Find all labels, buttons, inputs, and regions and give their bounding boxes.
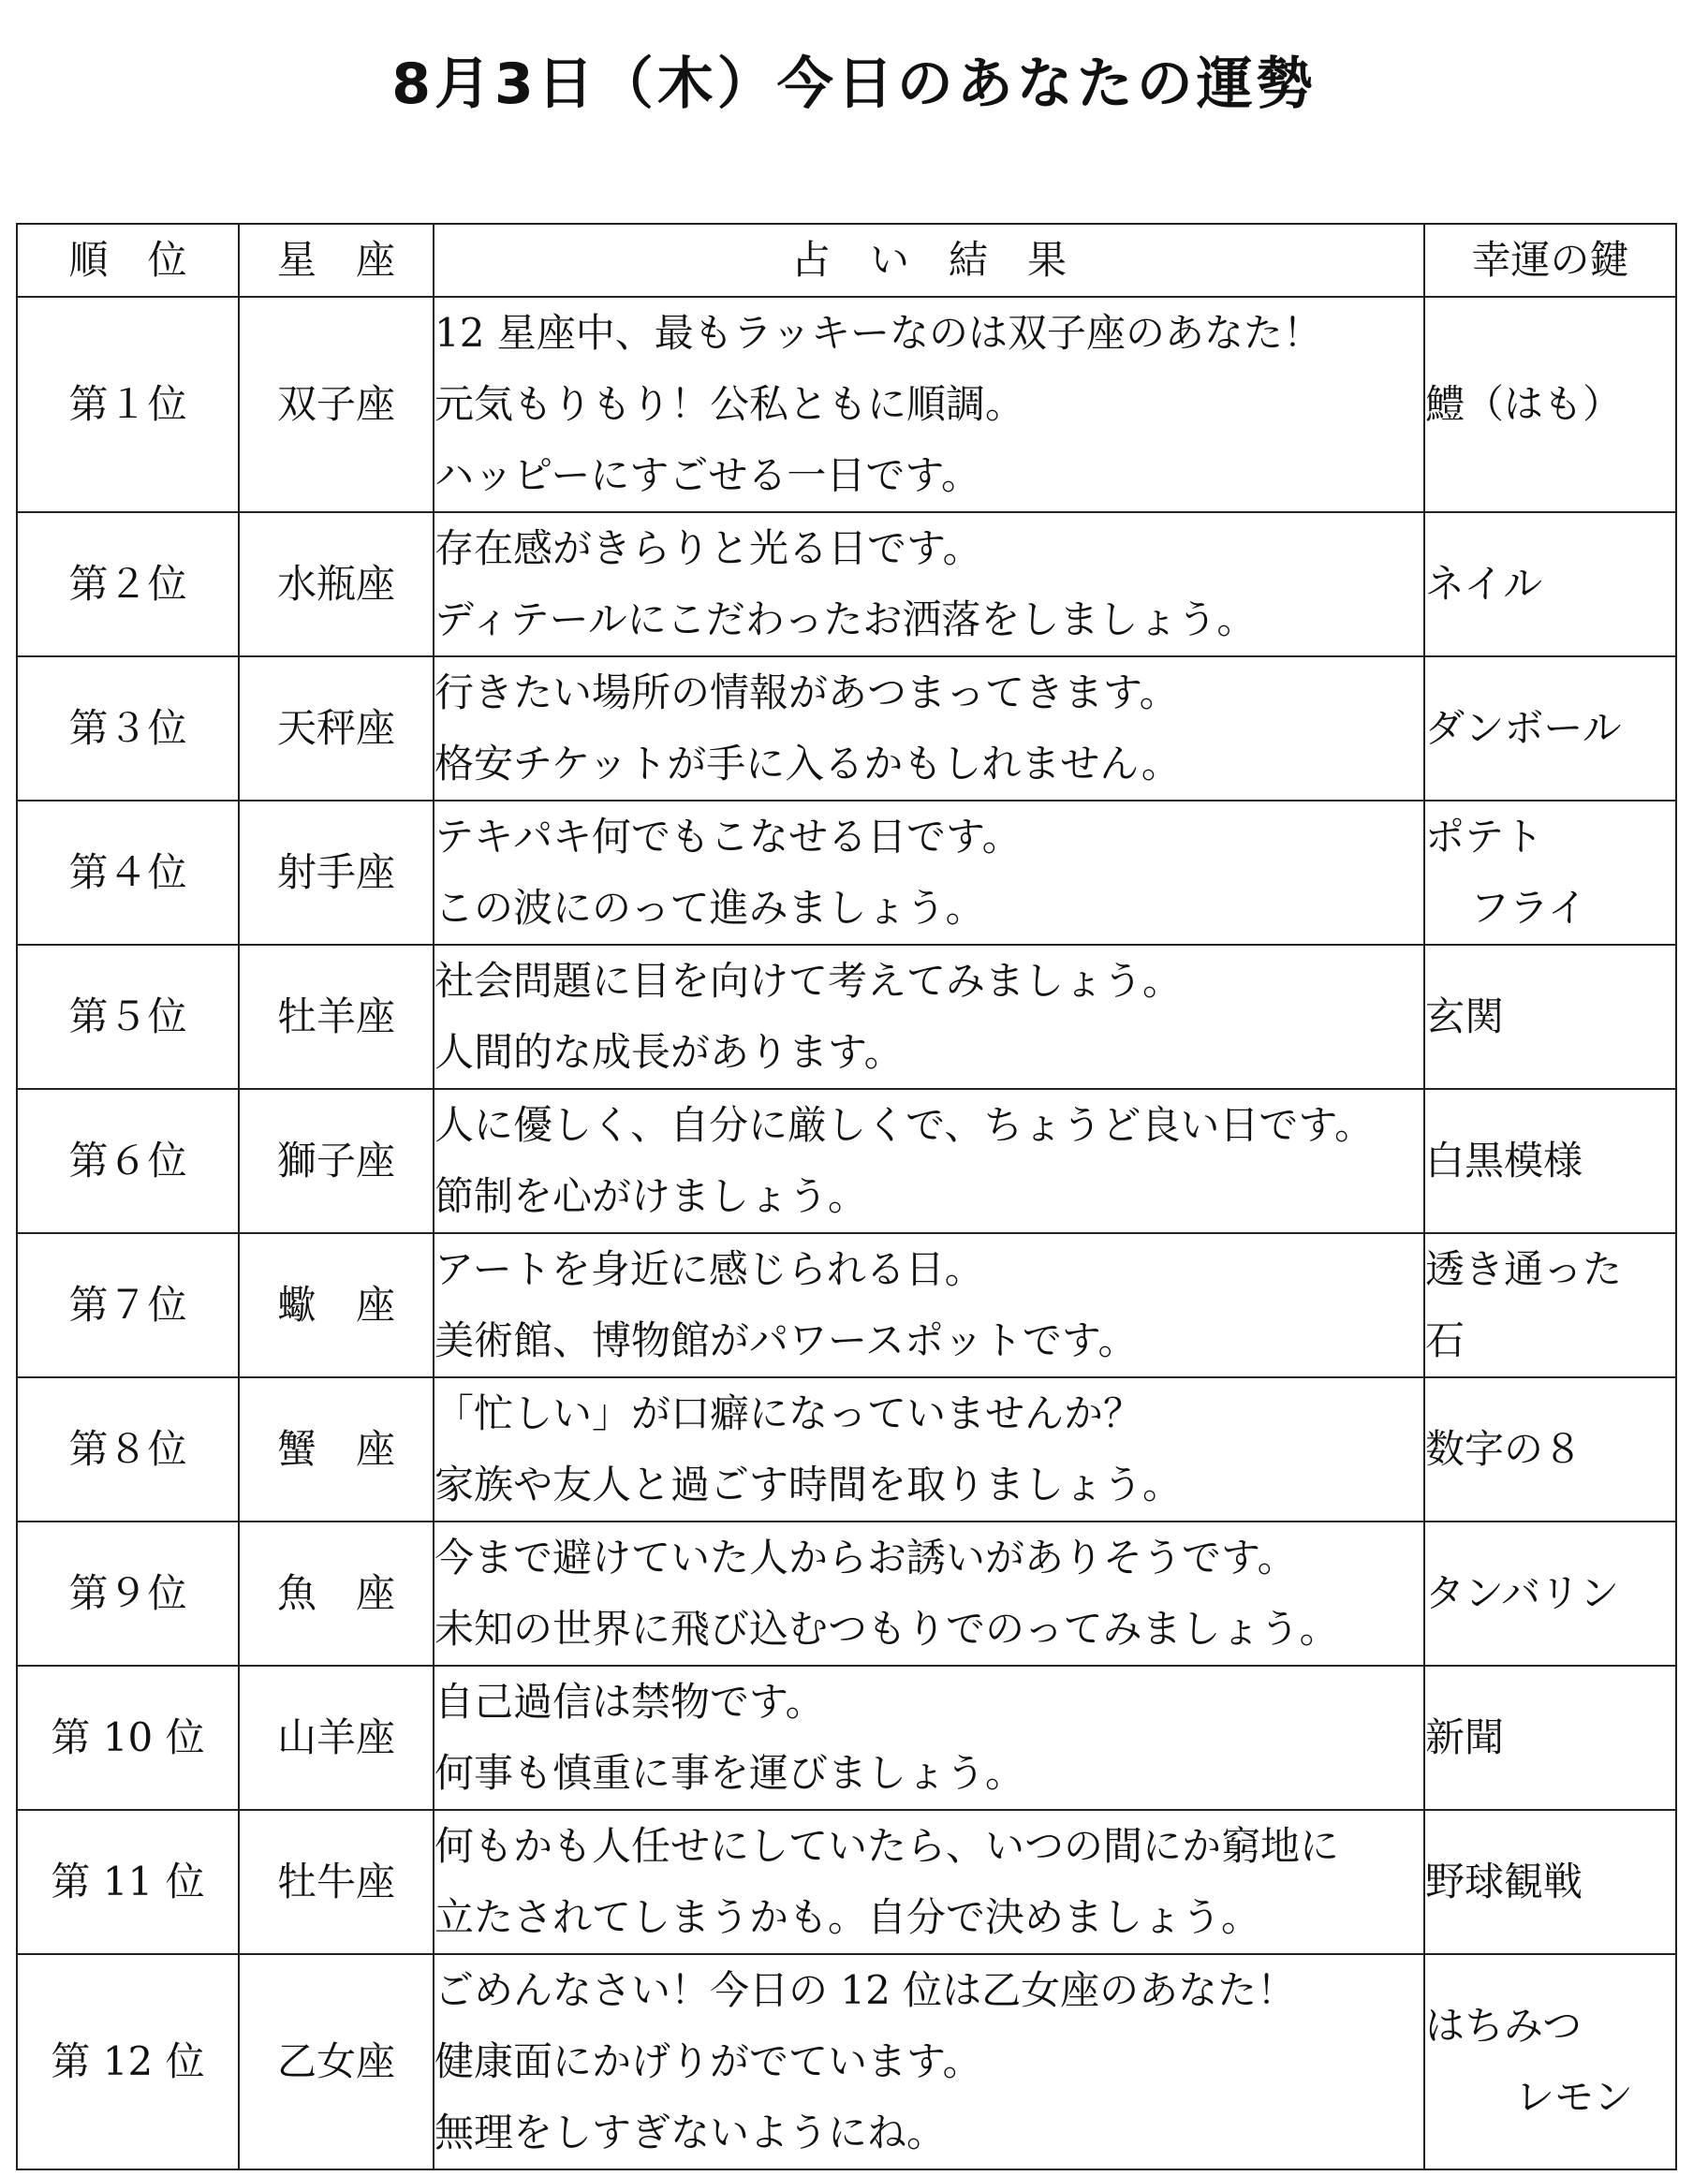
lucky-key-line: 鱧（はも） — [1425, 381, 1623, 427]
result-cell — [434, 1666, 1424, 1810]
result-cell — [434, 1089, 1424, 1233]
lucky-key-line: はちみつ — [1425, 2003, 1583, 2049]
rank-cell: 第４位 — [17, 801, 239, 945]
result-line: 社会問題に目を向けて考えてみましょう。 — [434, 958, 1183, 1004]
result-line: 格安チケットが手に入るかもしれません。 — [434, 741, 1181, 787]
sign-cell: 天秤座 — [239, 656, 434, 801]
fortune-table — [16, 223, 1677, 2170]
result-line: 自己過信は禁物です。 — [434, 1679, 825, 1725]
lucky-key-line: 石 — [1425, 1317, 1465, 1363]
sign-cell: 山羊座 — [239, 1666, 434, 1810]
result-line: 12 星座中、最もラッキーなのは双子座のあなた！ — [434, 310, 1322, 356]
sign-cell: 水瓶座 — [239, 512, 434, 656]
table-row — [17, 512, 1676, 656]
result-line: 美術館、博物館がパワースポットです。 — [434, 1317, 1138, 1363]
sign-cell: 乙女座 — [239, 1954, 434, 2169]
lucky-key-cell — [1424, 1954, 1676, 2169]
rank-cell: 第５位 — [17, 945, 239, 1089]
result-cell — [434, 1377, 1424, 1522]
lucky-key-cell — [1424, 1089, 1676, 1233]
table-row — [17, 1666, 1676, 1810]
lucky-key-line: ダンボール — [1425, 705, 1622, 751]
result-line: 家族や友人と過ごす時間を取りましょう。 — [434, 1462, 1183, 1507]
table-row — [17, 1810, 1676, 1954]
result-line: 節制を心がけましょう。 — [434, 1173, 868, 1219]
lucky-key-cell — [1424, 512, 1676, 656]
rank-cell: 第８位 — [17, 1377, 239, 1522]
result-cell — [434, 656, 1424, 801]
result-line: 無理をしすぎないようにね。 — [434, 2110, 947, 2155]
sign-cell: 魚 座 — [239, 1522, 434, 1666]
header-sign: 星 座 — [239, 224, 434, 297]
rank-cell: 第２位 — [17, 512, 239, 656]
result-line: 何もかも人任せにしていたら、いつの間にか窮地に — [434, 1823, 1340, 1869]
lucky-key-cell — [1424, 297, 1676, 512]
sign-cell: 射手座 — [239, 801, 434, 945]
result-line: 「忙しい」が口癖になっていませんか？ — [434, 1390, 1143, 1436]
result-line: テキパキ何でもこなせる日です。 — [434, 814, 1022, 860]
result-line: ディテールにこだわったお洒落をしましょう。 — [434, 596, 1257, 642]
result-cell — [434, 1522, 1424, 1666]
table-row — [17, 801, 1676, 945]
sign-cell: 獅子座 — [239, 1089, 434, 1233]
sign-cell: 蟹 座 — [239, 1377, 434, 1522]
result-line: この波にのって進みましょう。 — [434, 885, 985, 931]
rank-cell: 第９位 — [17, 1522, 239, 1666]
result-line: アートを身近に感じられる日。 — [434, 1246, 984, 1292]
rank-cell: 第３位 — [17, 656, 239, 801]
table-row — [17, 1233, 1676, 1377]
rank-cell: 第１位 — [17, 297, 239, 512]
lucky-key-cell — [1424, 1233, 1676, 1377]
result-line: 今まで避けていた人からお誘いがありそうです。 — [434, 1535, 1297, 1581]
table-row — [17, 297, 1676, 512]
lucky-key-cell — [1424, 1377, 1676, 1522]
sign-cell: 牡羊座 — [239, 945, 434, 1089]
table-row — [17, 1954, 1676, 2169]
rank-cell: 第 12 位 — [17, 1954, 239, 2169]
lucky-key-line: レモン — [1515, 2074, 1634, 2120]
lucky-key-line: 野球観戦 — [1425, 1859, 1583, 1904]
sign-cell: 牡牛座 — [239, 1810, 434, 1954]
lucky-key-line: ポテト — [1425, 814, 1544, 860]
lucky-key-line: 数字の８ — [1425, 1426, 1583, 1472]
page-title: 8月3日（木）今日のあなたの運勢 — [391, 51, 1317, 117]
header-row — [17, 224, 1676, 297]
sign-cell: 蠍 座 — [239, 1233, 434, 1377]
result-line: 元気もりもり！公私ともに順調。 — [434, 381, 1025, 427]
result-line: 未知の世界に飛び込むつもりでのってみましょう。 — [434, 1606, 1339, 1652]
lucky-key-line: ネイル — [1425, 561, 1543, 607]
result-cell — [434, 945, 1424, 1089]
result-line: 立たされてしまうかも。自分で決めましょう。 — [434, 1894, 1261, 1940]
lucky-key-cell — [1424, 1666, 1676, 1810]
result-line: ごめんなさい！今日の 12 位は乙女座のあなた！ — [434, 1967, 1297, 2013]
lucky-key-cell — [1424, 1810, 1676, 1954]
result-cell — [434, 801, 1424, 945]
lucky-key-line: 新聞 — [1425, 1714, 1505, 1760]
result-cell — [434, 1233, 1424, 1377]
lucky-key-line: 白黒模様 — [1425, 1138, 1583, 1184]
lucky-key-cell — [1424, 945, 1676, 1089]
result-line: ハッピーにすごせる一日です。 — [434, 452, 980, 498]
header-rank: 順 位 — [17, 224, 239, 297]
table-row — [17, 656, 1676, 801]
result-cell — [434, 1954, 1424, 2169]
result-line: 何事も慎重に事を運びましょう。 — [434, 1750, 1025, 1796]
result-cell — [434, 1810, 1424, 1954]
lucky-key-cell — [1424, 656, 1676, 801]
table-row — [17, 1089, 1676, 1233]
rank-cell: 第７位 — [17, 1233, 239, 1377]
lucky-key-cell — [1424, 1522, 1676, 1666]
result-cell — [434, 297, 1424, 512]
lucky-key-line: 玄関 — [1425, 993, 1505, 1039]
result-line: 行きたい場所の情報があつまってきます。 — [434, 669, 1179, 715]
result-line: 健康面にかげりがでています。 — [434, 2038, 982, 2084]
lucky-key-line: 透き通った — [1425, 1246, 1623, 1292]
table-row — [17, 1377, 1676, 1522]
result-line: 人に優しく、自分に厳しくで、ちょうど良い日です。 — [434, 1102, 1374, 1148]
lucky-key-line: タンバリン — [1425, 1570, 1620, 1616]
lucky-key-cell — [1424, 801, 1676, 945]
header-result: 占 い 結 果 — [434, 224, 1424, 297]
lucky-key-line: フライ — [1470, 885, 1587, 931]
sign-cell: 双子座 — [239, 297, 434, 512]
rank-cell: 第 11 位 — [17, 1810, 239, 1954]
result-line: 存在感がきらりと光る日です。 — [434, 525, 982, 571]
rank-cell: 第 10 位 — [17, 1666, 239, 1810]
header-lucky-key: 幸運の鍵 — [1424, 224, 1676, 297]
table-row — [17, 945, 1676, 1089]
result-line: 人間的な成長があります。 — [434, 1029, 904, 1075]
result-cell — [434, 512, 1424, 656]
rank-cell: 第６位 — [17, 1089, 239, 1233]
table-row — [17, 1522, 1676, 1666]
